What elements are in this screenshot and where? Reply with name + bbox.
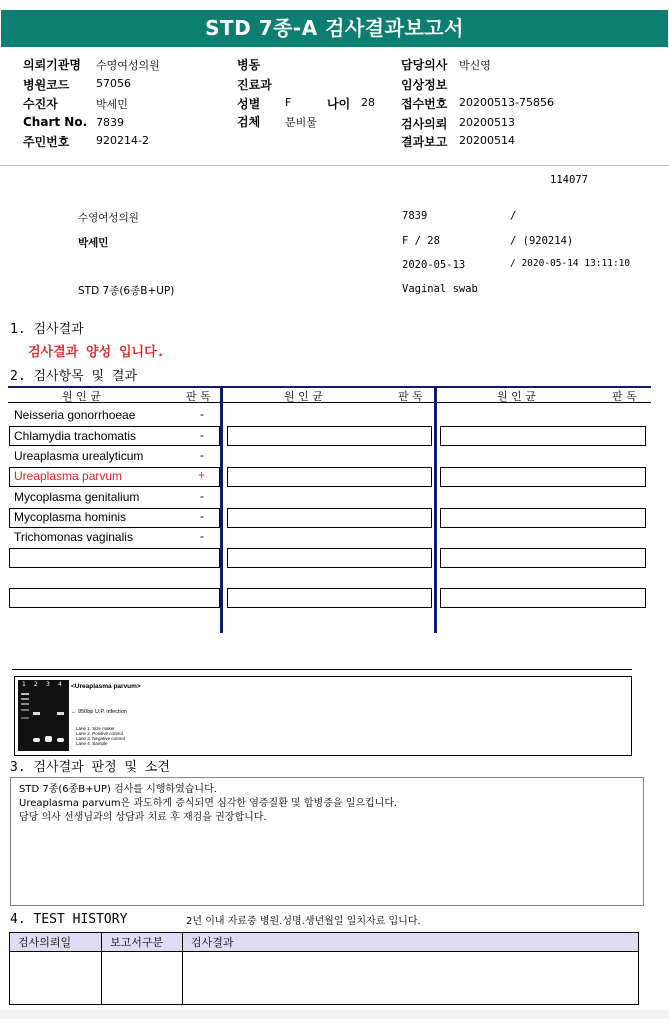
col-organism-1: 원 인 균 (62, 390, 101, 403)
gel-image (18, 680, 69, 751)
opinion-line-2: Ureaplasma parvum은 과도하게 증식되면 심각한 염증질환 및 합병증을 일으킵니다. (19, 798, 398, 809)
result-row-box (9, 588, 220, 608)
opinion-line-1: STD 7종(6종B+UP) 검사를 시행하였습니다. (19, 784, 217, 795)
organism-name: Chlamydia trachomatis (14, 429, 137, 443)
report-header (0, 47, 669, 166)
hospital-label: 의뢰기관명 (23, 58, 81, 72)
col-organism-2: 원 인 균 (284, 390, 323, 403)
empty-result-box (227, 508, 432, 528)
column-divider-2 (434, 386, 437, 633)
gel-lane-2: 2 (34, 681, 38, 688)
history-empty-row (10, 952, 639, 1005)
dept-label: 진료과 (237, 78, 272, 92)
organism-result: - (200, 448, 204, 462)
empty-result-box (440, 467, 646, 487)
gel-legend-2: Lane 2. Positive control (76, 731, 123, 736)
patient-label: 수진자 (23, 97, 58, 111)
opinion-line-3: 담당 의사 선생님과의 상담과 치료 후 재검을 권장합니다. (19, 812, 267, 823)
result-row-box (9, 548, 220, 568)
patient-value: 박세민 (96, 98, 128, 111)
clinical-label: 임상정보 (401, 78, 448, 92)
empty-result-box (440, 426, 646, 446)
sex-label: 성별 (237, 97, 261, 111)
history-cell (102, 952, 183, 1005)
positive-control-band (33, 712, 40, 715)
code-value: 57056 (96, 77, 131, 90)
print-patient: 박세민 (78, 237, 109, 249)
organism-result: - (200, 529, 204, 543)
organism-name: Neisseria gonorrhoeae (14, 408, 136, 422)
empty-result-box (227, 548, 432, 568)
history-header-date: 검사의뢰일 (10, 933, 102, 952)
request-label: 검사의뢰 (401, 117, 448, 131)
report-title: STD 7종-A 검사결과보고서 (1, 10, 668, 47)
col-result-2: 판 독 (398, 390, 423, 403)
age-label: 나이 (327, 97, 351, 111)
col-result-3: 판 독 (612, 390, 637, 403)
organism-name-positive: Ureaplasma parvum (14, 469, 123, 483)
print-chart: 7839 (402, 210, 428, 222)
history-header-type: 보고서구분 (102, 933, 183, 952)
primer-band (45, 736, 52, 742)
gel-lane-3: 3 (46, 681, 50, 688)
print-test-name: STD 7종(6종B+UP) (78, 285, 175, 297)
age-value: 28 (361, 96, 375, 109)
organism-name: Ureaplasma urealyticum (14, 449, 144, 463)
organism-result: - (200, 428, 204, 442)
history-note: 2년 이내 자료중 병원.성명.생년월일 일치자료 입니다. (186, 916, 421, 927)
gel-title: <Ureaplasma parvum> (71, 683, 141, 690)
organism-name: Trichomonas vaginalis (14, 530, 133, 544)
col-organism-3: 원 인 균 (497, 390, 536, 403)
print-date-received: 2020-05-13 (402, 259, 466, 271)
gel-legend-1: Lane 1. Size maker (76, 726, 115, 731)
organism-result: - (200, 489, 204, 503)
print-slash: / (510, 210, 517, 222)
primer-band (33, 738, 40, 742)
chart-value: 7839 (96, 116, 124, 129)
gel-lane-1: 1 (22, 681, 32, 688)
doctor-value: 박신영 (459, 59, 491, 72)
history-header-result: 검사결과 (183, 933, 639, 952)
gel-separator (12, 669, 632, 670)
organism-name: Mycoplasma hominis (14, 510, 127, 524)
report-date-value: 20200514 (459, 134, 515, 147)
column-divider-1 (220, 386, 223, 633)
empty-result-box (440, 588, 646, 608)
report-number: 114077 (550, 174, 588, 186)
empty-result-box (227, 588, 432, 608)
table-head-rule (8, 402, 651, 403)
empty-result-box (440, 508, 646, 528)
positive-result: 검사결과 양성 입니다. (28, 345, 165, 360)
gel-band-label: ← 950bp U.P. infection (71, 709, 127, 715)
hospital-value: 수영여성의원 (96, 59, 160, 72)
id-label: 주민번호 (23, 135, 70, 149)
section2-title: 2. 검사항목 및 결과 (10, 369, 138, 384)
history-table (9, 932, 639, 1005)
organism-result: - (200, 407, 204, 421)
receipt-label: 접수번호 (401, 97, 448, 111)
col-result-1: 판 독 (186, 390, 211, 403)
empty-result-box (440, 548, 646, 568)
print-date-reported: / 2020-05-14 13:11:10 (510, 258, 631, 269)
organism-result-positive: + (198, 468, 206, 482)
history-header-row (10, 933, 639, 952)
primer-band (57, 738, 64, 742)
print-specimen: Vaginal swab (402, 283, 478, 295)
code-label: 병원코드 (23, 78, 70, 92)
history-cell (183, 952, 639, 1005)
doctor-label: 담당의사 (401, 58, 448, 72)
empty-result-box (227, 426, 432, 446)
id-value: 920214-2 (96, 134, 149, 147)
print-hospital: 수영여성의원 (78, 212, 139, 224)
empty-result-box (227, 467, 432, 487)
gel-lane-4: 4 (58, 681, 62, 688)
specimen-label: 검체 (237, 115, 261, 129)
chart-label: Chart No. (23, 115, 88, 129)
specimen-value: 분비물 (285, 116, 317, 129)
organism-result: - (200, 509, 204, 523)
receipt-value: 20200513-75856 (459, 96, 554, 109)
section4-title: 4. TEST HISTORY (10, 912, 128, 927)
size-marker-ladder (21, 693, 29, 745)
request-value: 20200513 (459, 116, 515, 129)
sex-value: F (285, 96, 292, 109)
sample-band (57, 712, 64, 715)
print-sex-age: F / 28 (402, 235, 440, 247)
gel-legend-3: Lane 3. Negative control (76, 736, 125, 741)
section1-title: 1. 검사결과 (10, 322, 84, 337)
print-birth: / (920214) (510, 235, 574, 247)
ward-label: 병동 (237, 58, 261, 72)
organism-name: Mycoplasma genitalium (14, 490, 140, 504)
table-top-rule (8, 386, 651, 388)
report-date-label: 결과보고 (401, 135, 448, 149)
section3-title: 3. 검사결과 판정 및 소견 (10, 760, 170, 775)
history-cell (10, 952, 102, 1005)
gel-legend-4: Lane 4. Sample (76, 741, 108, 746)
